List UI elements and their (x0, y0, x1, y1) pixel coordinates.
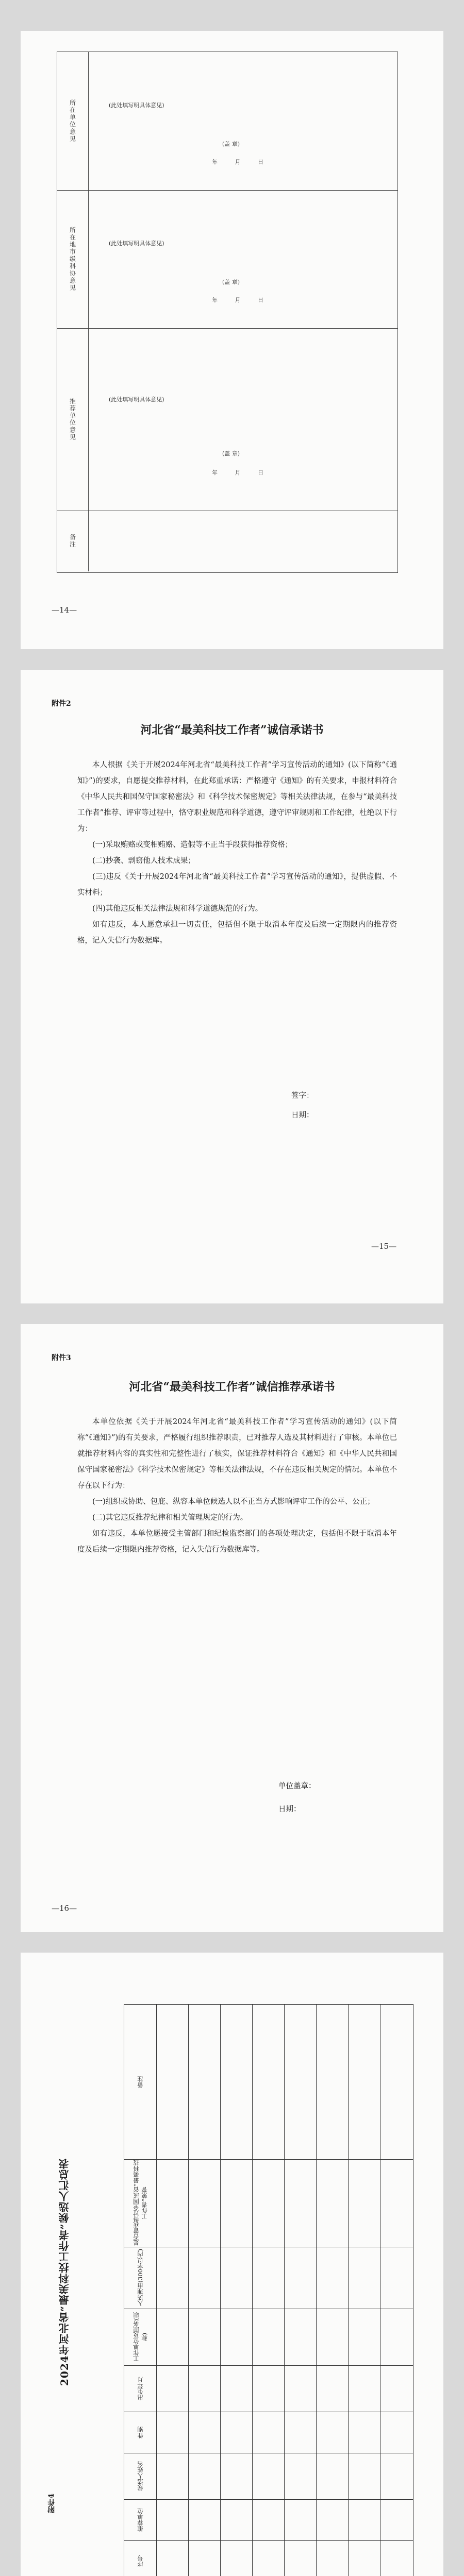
row-line (124, 2159, 413, 2160)
attachment-label: 附件2 (52, 700, 71, 708)
seal-note: (盖 章) (222, 141, 240, 147)
opinion-note: (此处填写明具体意见) (109, 240, 164, 247)
date-note: 年 月 日 (212, 469, 263, 476)
paragraph: (一)采取贿赂或变相贿赂、造假等不正当手段获得推荐资格； (92, 841, 293, 849)
unit-seal-label: 单位盖章： (278, 1782, 316, 1790)
date-note: 年 月 日 (212, 159, 263, 165)
opinion-note: (此处填写明具体意见) (109, 396, 164, 403)
page-number: —16— (52, 1904, 77, 1913)
header-cell: 推荐单位 (137, 2508, 144, 2532)
opinion-row (57, 52, 397, 191)
remark-label: 备注 (69, 534, 76, 548)
row-line (124, 2499, 413, 2500)
header-cell: 性别 (137, 2426, 144, 2438)
row-line (124, 2540, 413, 2541)
col-divider (284, 2005, 285, 2576)
opinion-note: (此处填写明具体意见) (109, 102, 164, 109)
paragraph: 本人根据《关于开展2024年河北省“最美科技工作者”学习宣传活动的通知》(以下简称“《通知》”)的要求，自愿提交推荐材料，在此郑重承诺：严格遵守《通知》的有关要求，申报材料符合《中华人民共和国保守国家秘密法》和《科学技术保密规定》等相关法律法规，在参与“最美科技工作者”推荐、评审等过程中，恪守职业规范和科学道德，遵守评审规则和工作纪律，杜绝以下行为： (77, 761, 397, 833)
header-cell: 入选理由(300字以内) (137, 2249, 144, 2307)
row-label: 所在地市级科协意见 (69, 227, 76, 292)
row-line (124, 2365, 413, 2366)
page-number: —14— (52, 605, 77, 615)
col-divider (220, 2005, 221, 2576)
letter-body (77, 1414, 397, 1558)
candidate-table (124, 2004, 413, 2576)
header-cell: 工作单位及职务(职称) (132, 2312, 148, 2362)
attachment-label: 附件3 (52, 1354, 71, 1362)
opinion-table (57, 52, 398, 573)
page-title: 河北省“最美科技工作者”诚信推荐承诺书 (129, 1380, 335, 1394)
opinion-row (57, 328, 397, 511)
col-divider (348, 2005, 349, 2576)
paragraph: (二)抄袭、剽窃他人技术成果； (92, 857, 195, 865)
date-note: 年 月 日 (212, 297, 263, 303)
paragraph: 如有违反，本单位愿接受主管部门和纪检监察部门的各项处理决定，包括但不限于取消本年度及后续一定期限内推荐资格，记入失信行为数据库等。 (77, 1530, 397, 1554)
date-label: 日期： (291, 1111, 314, 1120)
paragraph: (二)其它违反推荐纪律和相关管理规定的行为。 (92, 1514, 248, 1522)
paragraph: (三)违反《关于开展2024年河北省“最美科技工作者”学习宣传活动的通知》，提供虚假、不实材料； (77, 873, 397, 897)
table-header (124, 2005, 413, 2247)
page-number: —15— (371, 1242, 397, 1251)
paragraph: 本单位依据《关于开展2024年河北省“最美科技工作者”学习宣传活动的通知》(以下简称“《通知》”)的有关要求，严格履行组织推荐职责，已对推荐人选及其材料进行了审核。本单位已就推荐材料内容的真实性和完整性进行了核实，保证推荐材料符合《通知》和《中华人民共和国保守国家秘密法》《科学技术保密规定》等相关法律法规，不存在违反相关规定的情况。本单位不存在以下行为： (77, 1418, 397, 1490)
paragraph: (一)组织或协助、包庇、纵容本单位候选人以不正当方式影响评审工作的公平、公正； (92, 1498, 375, 1506)
paragraph: (四)其他违反相关法律法规和科学道德规范的行为。 (92, 905, 263, 913)
header-cell: 是否曾获得过全国或省“最美科技工作者”荣誉 (132, 2160, 148, 2246)
page-4 (21, 1953, 443, 2576)
header-cell: 备注 (137, 2076, 144, 2088)
remark-row (57, 511, 397, 571)
signature-label: 签字： (291, 1092, 314, 1100)
page-title: 河北省“最美科技工作者”诚信承诺书 (140, 723, 324, 737)
date-label: 日期： (278, 1805, 301, 1814)
header-cell: 序号 (137, 2555, 144, 2567)
opinion-row (57, 190, 397, 329)
seal-note: (盖 章) (222, 279, 240, 285)
page-title: 2024年河北省“最美科技工作者”候选人汇总表 (58, 2158, 71, 2386)
letter-body (77, 757, 397, 949)
seal-note: (盖 章) (222, 450, 240, 457)
header-cell: 候选人姓名 (137, 2461, 144, 2491)
row-label: 推荐单位意见 (69, 398, 76, 441)
header-cell: 出生年月 (137, 2377, 144, 2400)
page-1 (21, 31, 443, 649)
col-divider (252, 2005, 253, 2576)
page-3 (21, 1324, 443, 1932)
paragraph: 如有违反，本人愿意承担一切责任，包括但不限于取消本年度及后续一定期限内的推荐资格，记入失信行为数据库。 (77, 921, 397, 945)
col-divider (316, 2005, 317, 2576)
col-divider (156, 2005, 157, 2576)
col-divider (188, 2005, 189, 2576)
row-label: 所在单位意见 (69, 99, 76, 143)
attachment-label: 附件4 (47, 2494, 56, 2513)
page-2 (21, 670, 443, 1303)
